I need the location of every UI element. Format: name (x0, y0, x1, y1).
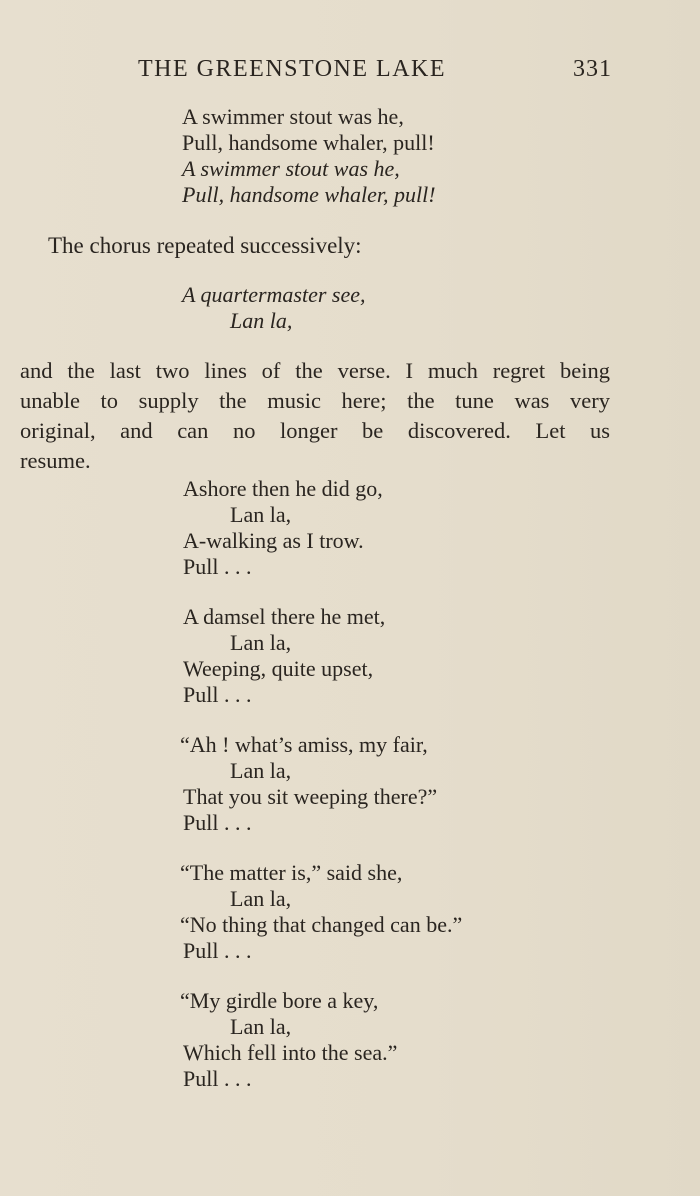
verse-line: A swimmer stout was he, (182, 104, 404, 129)
chorus-line: A quartermaster see, (182, 282, 366, 307)
prose-line: unable to supply the music here; the tune was very (20, 388, 610, 413)
page-number: 331 (573, 56, 612, 82)
stanza-pull: Pull . . . (183, 682, 252, 707)
stanza-refrain: Lan la, (230, 886, 292, 911)
verse-line: Pull, handsome whaler, pull! (182, 130, 435, 155)
verse-line-italic: A swimmer stout was he, (182, 156, 400, 181)
chorus-refrain: Lan la, (230, 308, 293, 333)
stanza-refrain: Lan la, (230, 1014, 292, 1039)
stanza-pull: Pull . . . (183, 810, 252, 835)
stanza-line: Ashore then he did go, (183, 476, 383, 501)
stanza-pull: Pull . . . (183, 938, 252, 963)
stanza-line: “No thing that changed can be.” (180, 912, 463, 937)
stanza-line: “The matter is,” said she, (180, 860, 403, 885)
stanza-line: “My girdle bore a key, (180, 988, 379, 1013)
prose-line: original, and can no longer be discovered. Let us (20, 418, 610, 443)
stanza-refrain: Lan la, (230, 502, 292, 527)
prose-paragraph (20, 356, 610, 476)
stanza-line: Weeping, quite upset, (183, 656, 374, 681)
running-head (138, 56, 612, 86)
stanza-line: That you sit weeping there?” (183, 784, 438, 809)
stanza-refrain: Lan la, (230, 758, 292, 783)
stanza-pull: Pull . . . (183, 1066, 252, 1091)
chorus-intro: The chorus repeated successively: (48, 233, 362, 258)
stanza-refrain: Lan la, (230, 630, 292, 655)
stanza-line: “Ah ! what’s amiss, my fair, (180, 732, 428, 757)
stanza-line: A-walking as I trow. (183, 528, 364, 553)
stanza-line: A damsel there he met, (183, 604, 386, 629)
stanza-pull: Pull . . . (183, 554, 252, 579)
prose-line: resume. (20, 448, 91, 473)
prose-line: and the last two lines of the verse. I much regret being (20, 358, 610, 383)
stanza-line: Which fell into the sea.” (183, 1040, 398, 1065)
verse-line-italic: Pull, handsome whaler, pull! (182, 182, 436, 207)
running-title: THE GREENSTONE LAKE (138, 56, 447, 82)
